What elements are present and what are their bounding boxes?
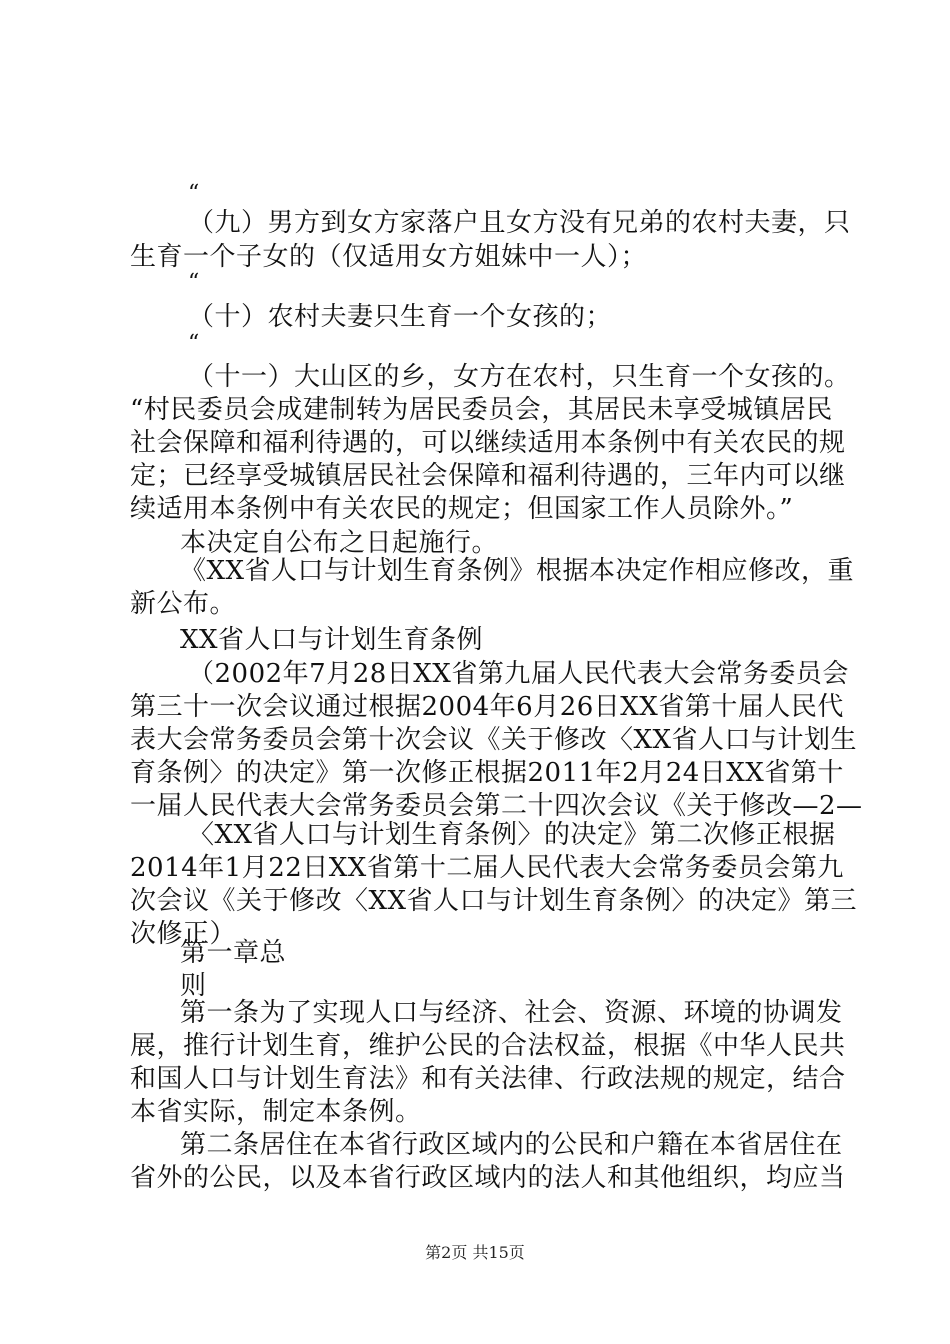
paragraph-line: 定；已经享受城镇居民社会保障和福利待遇的，三年内可以继 bbox=[130, 461, 846, 491]
paragraph-line: 次会议《关于修改〈XX省人口与计划生育条例〉的决定》第三 bbox=[130, 886, 858, 916]
paragraph-line: （十一）大山区的乡，女方在农村，只生育一个女孩的。 bbox=[188, 362, 851, 392]
quote-mark: “ bbox=[188, 181, 200, 206]
paragraph-line: 表大会常务委员会第十次会议《关于修改〈XX省人口与计划生 bbox=[130, 725, 858, 755]
paragraph-line: 一届人民代表大会常务委员会第二十四次会议《关于修改—2— bbox=[130, 791, 863, 821]
paragraph-line: “村民委员会成建制转为居民委员会，其居民未享受城镇居民 bbox=[130, 395, 833, 425]
chapter-heading: 则 bbox=[180, 971, 207, 1001]
paragraph-line: （九）男方到女方家落户且女方没有兄弟的农村夫妻，只 bbox=[188, 208, 851, 238]
chapter-heading: 第一章总 bbox=[180, 938, 287, 968]
paragraph-line: 省外的公民，以及本省行政区域内的法人和其他组织，均应当 bbox=[130, 1163, 846, 1193]
paragraph-line: 育条例〉的决定》第一次修正根据2011年2月24日XX省第十 bbox=[130, 758, 844, 788]
paragraph-line: 新公布。 bbox=[130, 589, 237, 619]
paragraph-line: 生育一个子女的（仅适用女方姐妹中一人）； bbox=[130, 242, 648, 272]
paragraph-line: （2002年7月28日XX省第九届人民代表大会常务委员会 bbox=[188, 659, 849, 689]
paragraph-line: 社会保障和福利待遇的，可以继续适用本条例中有关农民的规 bbox=[130, 428, 846, 458]
quote-mark: “ bbox=[188, 270, 200, 295]
page-footer: 第2页 共15页 bbox=[425, 1243, 525, 1262]
paragraph-line: 次修正） bbox=[130, 919, 237, 949]
paragraph-line: 本决定自公布之日起施行。 bbox=[180, 528, 499, 558]
document-title: XX省人口与计划生育条例 bbox=[180, 625, 484, 655]
paragraph-line: 第三十一次会议通过根据2004年6月26日XX省第十届人民代 bbox=[130, 692, 844, 722]
paragraph-line: 第一条为了实现人口与经济、社会、资源、环境的协调发 bbox=[180, 998, 843, 1028]
paragraph-line: 2014年1月22日XX省第十二届人民代表大会常务委员会第九 bbox=[130, 853, 844, 883]
paragraph-line: 和国人口与计划生育法》和有关法律、行政法规的规定，结合 bbox=[130, 1064, 846, 1094]
paragraph-line: 《XX省人口与计划生育条例》根据本决定作相应修改，重 bbox=[180, 556, 855, 586]
paragraph-line: 〈XX省人口与计划生育条例〉的决定》第二次修正根据 bbox=[188, 820, 836, 850]
quote-mark: “ bbox=[188, 331, 200, 356]
paragraph-line: 本省实际，制定本条例。 bbox=[130, 1097, 422, 1127]
paragraph-line: （十）农村夫妻只生育一个女孩的； bbox=[188, 302, 613, 332]
paragraph-line: 第二条居住在本省行政区域内的公民和户籍在本省居住在 bbox=[180, 1130, 843, 1160]
paragraph-line: 展，推行计划生育，维护公民的合法权益，根据《中华人民共 bbox=[130, 1031, 846, 1061]
paragraph-line: 续适用本条例中有关农民的规定；但国家工作人员除外。” bbox=[130, 494, 794, 524]
